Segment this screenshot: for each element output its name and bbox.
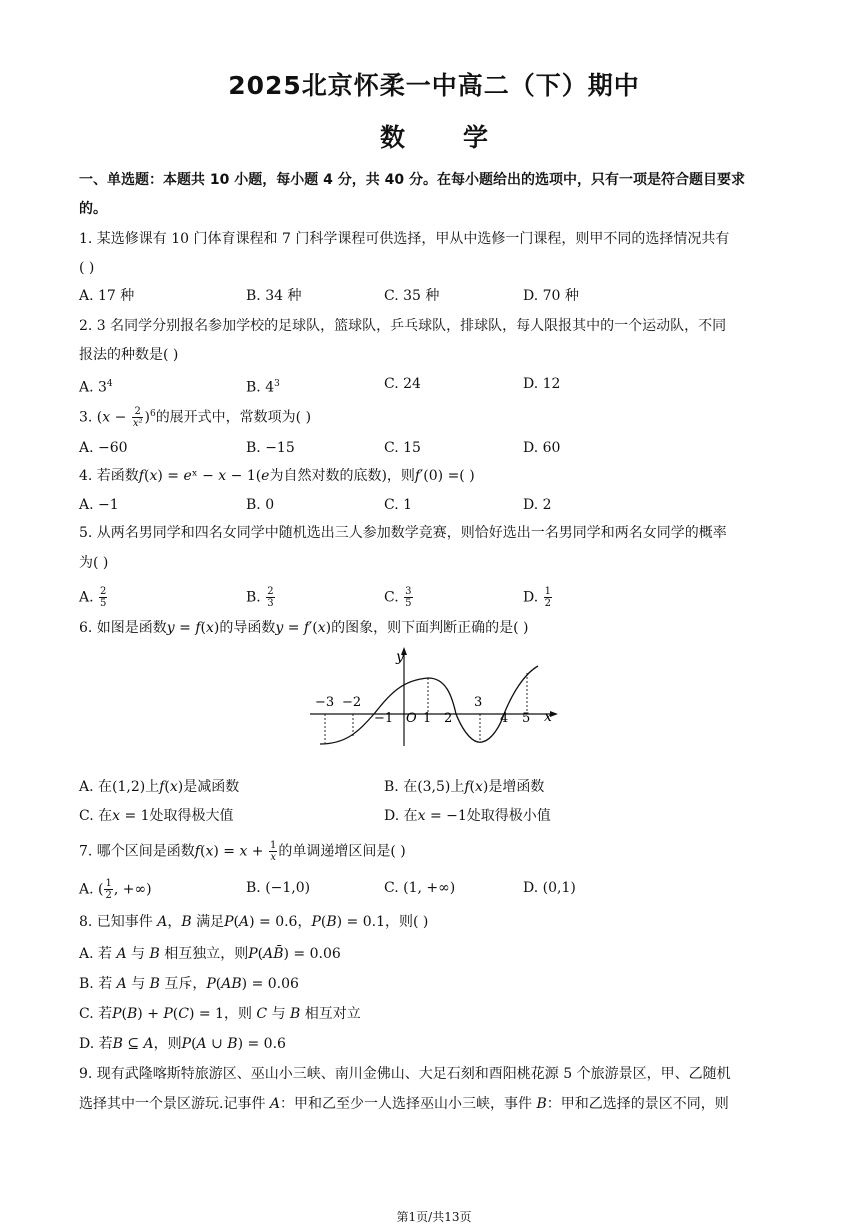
q5-option-a bbox=[79, 586, 108, 609]
q5-option-d-fraction bbox=[544, 586, 552, 609]
q7-fraction bbox=[269, 840, 277, 863]
q5-c-numerator: 3 bbox=[405, 586, 412, 597]
q7-option-a bbox=[79, 878, 152, 901]
y-axis-label: y bbox=[396, 649, 404, 665]
q3-numerator: 2 bbox=[132, 406, 144, 418]
q7-option-b: B. (−1,0) bbox=[246, 880, 311, 896]
subject-title: 数学 bbox=[379, 123, 546, 152]
q7-stem bbox=[79, 840, 791, 863]
q3-tail: 的展开式中，常数项为( ) bbox=[155, 409, 312, 426]
q7-pre: 7. 哪个区间是函数𝑓(𝑥) = 𝑥 + bbox=[79, 843, 268, 860]
q2-stem-line2: 报法的种数是( ) bbox=[79, 347, 179, 363]
q5-option-b bbox=[246, 586, 276, 609]
q5-b-numerator: 2 bbox=[267, 586, 274, 597]
q3-option-b: B. −15 bbox=[246, 440, 295, 456]
q7-numerator: 1 bbox=[269, 840, 277, 851]
q5-option-b-label: B. bbox=[246, 589, 261, 606]
q6-option-b: B. 在(3,5)上𝑓(𝑥)是增函数 bbox=[384, 779, 545, 795]
q3-fraction bbox=[132, 406, 144, 429]
q3-option-a: A. −60 bbox=[79, 440, 128, 456]
q1-stem-line1: 1. 某选修课有 10 门体育课程和 7 门科学课程可供选择，甲从中选修一门课程，则甲不同的选择情况共有 bbox=[79, 231, 730, 247]
tick-minus-2: −2 bbox=[342, 695, 362, 710]
section-heading-line2: 的。 bbox=[79, 201, 107, 217]
q8-option-a: A. 若 𝐴 与 𝐵 相互独立，则𝑃(𝐴𝐵̄) = 0.06 bbox=[79, 946, 341, 962]
q3-option-d: D. 60 bbox=[523, 440, 561, 456]
q5-a-denominator: 5 bbox=[100, 598, 107, 609]
page-title: 2025北京怀柔一中高二（下）期中 bbox=[228, 71, 640, 100]
q9-stem-line2: 选择其中一个景区游玩.记事件 𝐴：甲和乙至少一人选择巫山小三峡，事件 𝐵：甲和乙选择的景区不同，则 bbox=[79, 1096, 729, 1112]
q5-option-b-fraction bbox=[266, 586, 274, 609]
origin-label: O bbox=[406, 711, 417, 726]
q7-a-pre: A. ( bbox=[79, 881, 104, 898]
x-axis-label: x bbox=[544, 709, 552, 725]
tick-2: 2 bbox=[444, 711, 453, 726]
q8-option-b: B. 若 𝐴 与 𝐵 互斥，𝑃(𝐴𝐵) = 0.06 bbox=[79, 976, 299, 992]
q7-post: 的单调递增区间是( ) bbox=[278, 843, 406, 860]
q3-pre: 3. ( bbox=[79, 409, 103, 426]
q5-d-numerator: 1 bbox=[544, 586, 552, 597]
tick-minus-3: −3 bbox=[315, 695, 335, 710]
q3-option-c: C. 15 bbox=[384, 440, 421, 456]
q7-option-c: C. (1, +∞) bbox=[384, 880, 456, 896]
q6-option-c: C. 在𝑥 = 1处取得极大值 bbox=[79, 808, 234, 824]
q2-option-b-base: B. 4 bbox=[246, 379, 275, 396]
q5-d-denominator: 2 bbox=[544, 598, 552, 609]
q7-a-numerator: 1 bbox=[105, 878, 112, 889]
q7-a-post: , +∞) bbox=[113, 881, 152, 898]
q5-option-c bbox=[384, 586, 414, 609]
q2-option-a bbox=[79, 374, 113, 398]
q6-option-d: D. 在𝑥 = −1处取得极小值 bbox=[384, 808, 551, 824]
q4-option-d: D. 2 bbox=[523, 497, 552, 513]
q1-stem-line2: ( ) bbox=[79, 260, 95, 276]
q1-option-a: A. 17 种 bbox=[79, 288, 135, 304]
q2-option-a-exp: 4 bbox=[106, 379, 113, 389]
q5-b-denominator: 3 bbox=[267, 598, 274, 609]
q1-option-d: D. 70 种 bbox=[523, 288, 579, 304]
tick-minus-1: −1 bbox=[374, 711, 394, 726]
q3-minus: − bbox=[110, 409, 131, 426]
q7-denominator: x bbox=[270, 852, 276, 863]
q5-c-denominator: 5 bbox=[405, 598, 412, 609]
q8-option-c: C. 若𝑃(𝐵) + 𝑃(𝐶) = 1，则 𝐶 与 𝐵 相互对立 bbox=[79, 1006, 361, 1022]
q2-stem-line1: 2. 3 名同学分别报名参加学校的足球队，篮球队，乒乓球队，排球队，每人限报其中的一个运动队，不同 bbox=[79, 318, 727, 334]
q2-option-b-exp: 3 bbox=[274, 379, 280, 389]
q7-option-d: D. (0,1) bbox=[523, 880, 576, 896]
q4-option-b: B. 0 bbox=[246, 497, 275, 513]
tick-4: 4 bbox=[500, 711, 509, 726]
q4-option-a: A. −1 bbox=[79, 497, 119, 513]
tick-1: 1 bbox=[423, 711, 432, 726]
q5-stem-line1: 5. 从两名男同学和四名女同学中随机选出三人参加数学竞赛，则恰好选出一名男同学和两名女同学的概率 bbox=[79, 525, 727, 541]
q4-stem: 4. 若函数𝑓(𝑥) = 𝑒ˣ − 𝑥 − 1(𝑒为自然对数的底数)，则𝑓′(0) =( ) bbox=[79, 468, 475, 484]
q3-post: ) bbox=[144, 409, 150, 426]
q2-option-a-base: A. 3 bbox=[79, 379, 107, 396]
section-heading-line1: 一、单选题：本题共 10 小题，每小题 4 分，共 40 分。在每小题给出的选项中，只有一项是符合题目要求 bbox=[79, 172, 745, 188]
page-footer: 第1页/共13页 bbox=[396, 1210, 472, 1224]
q5-option-a-fraction bbox=[99, 586, 107, 609]
q1-option-c: C. 35 种 bbox=[384, 288, 440, 304]
q5-a-numerator: 2 bbox=[100, 586, 107, 597]
q5-option-c-label: C. bbox=[384, 589, 399, 606]
q6-option-a: A. 在(1,2)上𝑓(𝑥)是减函数 bbox=[79, 779, 240, 795]
q9-stem-line1: 9. 现有武隆喀斯特旅游区、巫山小三峡、南川金佛山、大足石刻和酉阳桃花源 5 个旅游景区，甲、乙随机 bbox=[79, 1066, 731, 1082]
derivative-graph bbox=[306, 644, 566, 754]
q2-option-c: C. 24 bbox=[384, 376, 421, 392]
q8-stem: 8. 已知事件 𝐴，𝐵 满足𝑃(𝐴) = 0.6，𝑃(𝐵) = 0.1，则( ) bbox=[79, 914, 429, 930]
q5-option-a-label: A. bbox=[79, 589, 94, 606]
q3-denominator: x² bbox=[132, 418, 143, 430]
q3-var: x bbox=[102, 409, 111, 426]
q3-exponent: 6 bbox=[149, 409, 156, 419]
q2-option-d: D. 12 bbox=[523, 376, 561, 392]
q4-option-c: C. 1 bbox=[384, 497, 413, 513]
q8-option-d: D. 若𝐵 ⊆ 𝐴，则𝑃(𝐴 ∪ 𝐵) = 0.6 bbox=[79, 1036, 286, 1052]
tick-3: 3 bbox=[474, 695, 483, 710]
q5-option-d bbox=[523, 586, 553, 609]
q7-a-fraction bbox=[104, 878, 112, 901]
q7-a-denominator: 2 bbox=[105, 890, 112, 901]
q5-stem-line2: 为( ) bbox=[79, 555, 109, 571]
q3-stem bbox=[79, 404, 791, 429]
q5-option-c-fraction bbox=[404, 586, 412, 609]
q5-option-d-label: D. bbox=[523, 589, 539, 606]
q1-option-b: B. 34 种 bbox=[246, 288, 302, 304]
q2-option-b bbox=[246, 374, 280, 398]
tick-5: 5 bbox=[522, 711, 531, 726]
q6-stem: 6. 如图是函数𝑦 = 𝑓(𝑥)的导函数𝑦 = 𝑓′(𝑥)的图象，则下面判断正确的是( ) bbox=[79, 620, 529, 636]
